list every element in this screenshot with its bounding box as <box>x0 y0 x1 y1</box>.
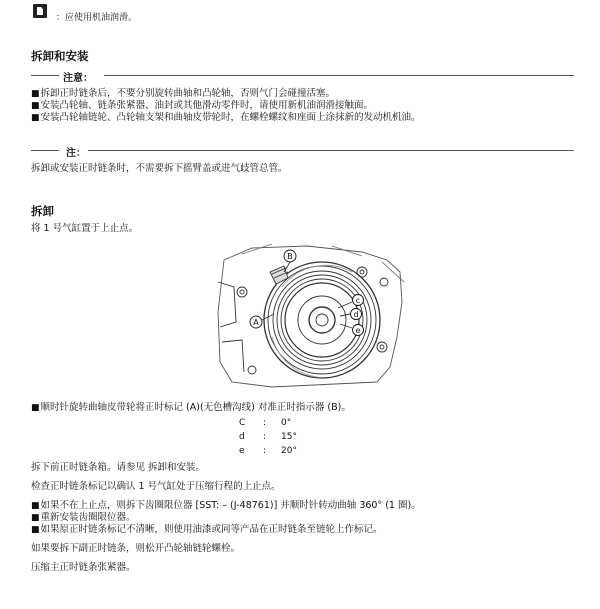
step-check-marks: 检查正时链条标记以确认 1 号气缸处于压缩行程的上止点。 <box>31 481 281 492</box>
callout-e: e <box>355 326 361 335</box>
step-loosen-bolt: 如果要拆下副正时链条，则松开凸轮轴链轮螺栓。 <box>31 543 241 554</box>
angle-row: d : 15° <box>239 432 297 442</box>
callout-a: A <box>253 318 259 327</box>
document-icon <box>33 4 47 18</box>
step-compress-tensioner: 压缩主正时链条张紧器。 <box>31 562 136 573</box>
caution-item: ■ 拆卸正时链条后，不要分别旋转曲轴和凸轮轴，否则气门会碰撞活塞。 <box>31 88 335 100</box>
caution-label: 注意： <box>63 73 93 84</box>
bullet-not-tdc: ■ 如果不在上止点，则拆下齿圈限位器 [SST: – (J-48761)] 并顺时针转动曲轴 360° (1 圈)。 <box>31 500 421 512</box>
note-rule-right <box>88 150 574 151</box>
section-title-removal: 拆卸 <box>31 204 54 218</box>
bullet-mark-chain: ■ 如果原正时链条标记不清晰，则使用油漆或同等产品在正时链条至链轮上作标记。 <box>31 524 383 536</box>
top-note: ：应使用机油润滑。 <box>56 13 138 23</box>
instruction-align-mark: ■ 顺时针旋转曲轴皮带轮将正时标记 (A)(无色槽沟线) 对准正时指示器 (B)。 <box>31 402 351 414</box>
angle-row: e : 20° <box>239 446 297 456</box>
callout-b: B <box>287 252 293 261</box>
section-title-removal-installation: 拆卸和安装 <box>31 49 89 63</box>
caution-rule-right <box>104 75 574 76</box>
step-1: 将 1 号气缸置于上止点。 <box>31 223 139 234</box>
note-rule-left <box>31 150 59 151</box>
bullet-reinstall: ■ 重新安装齿圈限位器。 <box>31 512 136 524</box>
caution-item: ■ 安装凸轮轴链轮、凸轮轴支架和曲轴皮带轮时，在螺栓螺纹和座面上涂抹新的发动机机油。 <box>31 112 421 124</box>
note-text: 拆卸或安装正时链条时，不需要拆下摇臂盖或进气歧管总管。 <box>31 163 288 174</box>
step-remove-front-case: 拆下前正时链条箱。请参见 拆卸和安装。 <box>31 462 206 473</box>
angle-row: C : 0° <box>239 418 292 428</box>
caution-rule-left <box>31 75 59 76</box>
callout-d: d <box>353 310 359 319</box>
note-label: 注： <box>66 148 86 159</box>
callout-c: c <box>355 296 361 305</box>
crankshaft-pulley-figure <box>212 242 417 392</box>
caution-item: ■ 安装凸轮轴、链条张紧器、油封或其他滑动零件时，请使用新机油润滑接触面。 <box>31 100 373 112</box>
